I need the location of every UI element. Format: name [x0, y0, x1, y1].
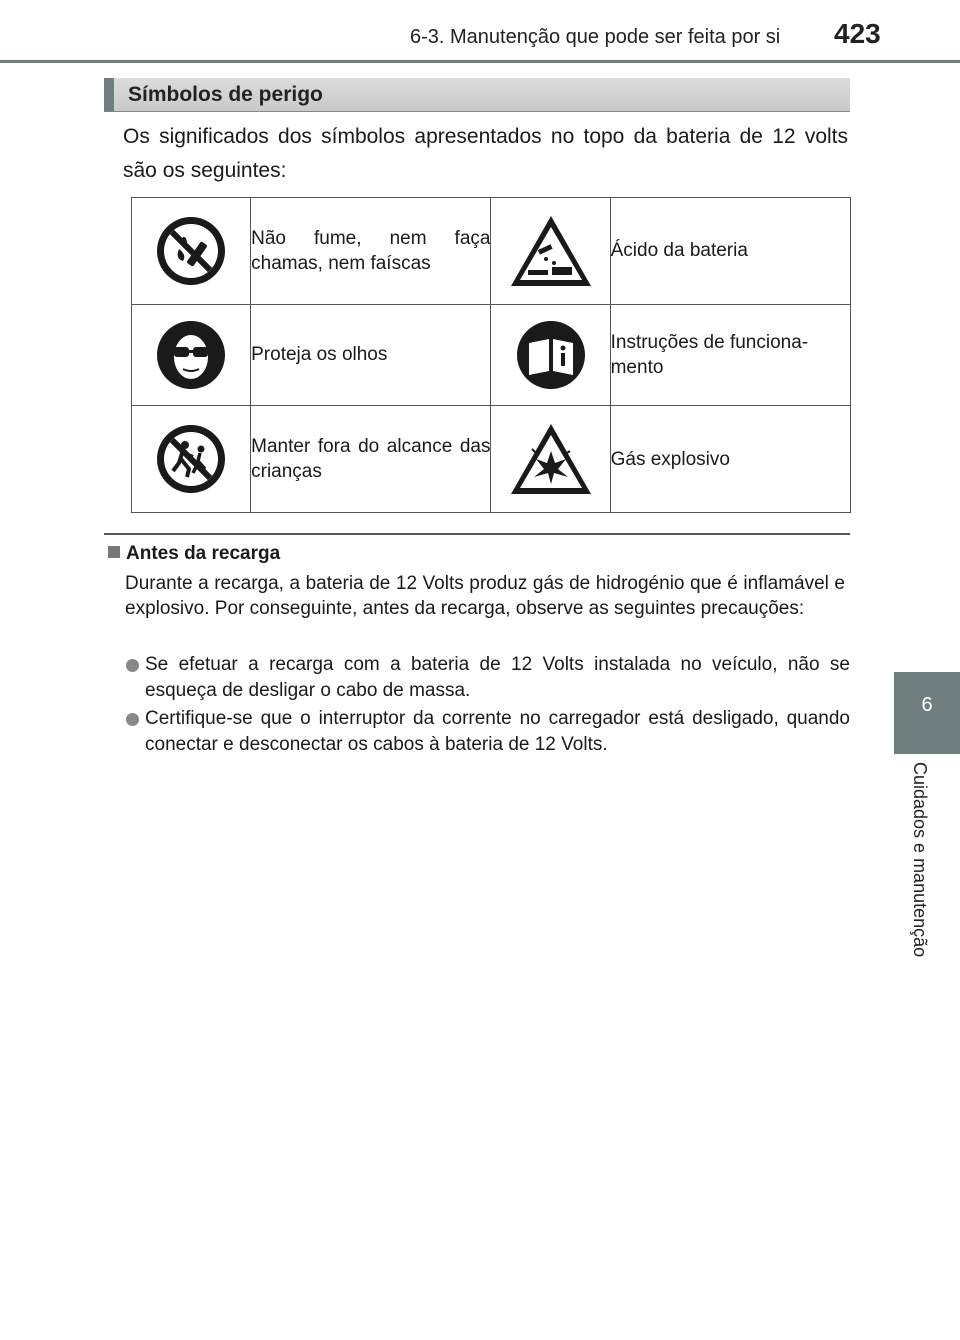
page-number: 423: [834, 18, 881, 49]
symbol-description: Manter fora do alcance das crianças: [251, 406, 491, 513]
chapter-label: Cuidados e manutenção: [910, 762, 930, 958]
symbol-cell: [132, 198, 251, 305]
chapter-tab: [894, 672, 960, 754]
list-item-text: Certifique-se que o interruptor da corrente no carregador está desligado, quando conectar e desconectar os cabos à bateria de 12 Volts.: [145, 708, 850, 755]
battery-acid-icon: [491, 213, 609, 289]
symbol-cell: [491, 304, 610, 405]
section-divider: [104, 533, 850, 535]
symbol-description: Não fume, nem faça chamas, nem faíscas: [251, 198, 491, 305]
table-row: [132, 304, 851, 405]
subsection-heading-text: Antes da recarga: [126, 543, 281, 564]
symbol-description: Gás explosivo: [610, 406, 850, 513]
list-item-text: Se efetuar a recarga com a bateria de 12 Volts instalada no veículo, não se esqueça de desligar o cabo de massa.: [145, 654, 850, 701]
symbol-cell: [491, 198, 610, 305]
symbol-cell: [491, 406, 610, 513]
chapter-number: 6: [921, 694, 933, 716]
list-item: [126, 652, 850, 704]
no-smoking-flames-icon: [132, 215, 250, 287]
symbol-description: Proteja os olhos: [251, 304, 491, 405]
symbol-cell: [132, 304, 251, 405]
section-title: Símbolos de perigo: [128, 83, 323, 106]
intro-paragraph: Os significados dos símbolos apresentados no topo da bateria de 12 volts são os seguintes:: [123, 125, 848, 182]
header-title: 6-3. Manutenção que pode ser feita por si: [410, 26, 781, 48]
circle-bullet-icon: [126, 713, 139, 726]
symbol-description: Instruções de funciona-mento: [610, 304, 850, 405]
table-row: [132, 406, 851, 513]
recharge-paragraph: Durante a recarga, a bateria de 12 Volts produz gás de hidrogénio que é inflamável e explosivo. Por conseguinte, antes da recarga, observe as seguintes precauções:: [125, 573, 845, 619]
keep-children-away-icon: [132, 423, 250, 495]
operating-instructions-icon: [491, 319, 609, 391]
header-divider: [0, 60, 960, 63]
symbol-cell: [132, 406, 251, 513]
explosive-gas-icon: [491, 421, 609, 497]
square-bullet-icon: [108, 546, 120, 558]
table-row: [132, 198, 851, 305]
circle-bullet-icon: [126, 659, 139, 672]
symbol-description: Ácido da bateria: [610, 198, 850, 305]
section-title-bar: [104, 78, 850, 112]
eye-protection-icon: [132, 319, 250, 391]
list-item: [126, 706, 850, 758]
subsection-heading: [108, 543, 280, 565]
symbols-table: [131, 197, 851, 513]
